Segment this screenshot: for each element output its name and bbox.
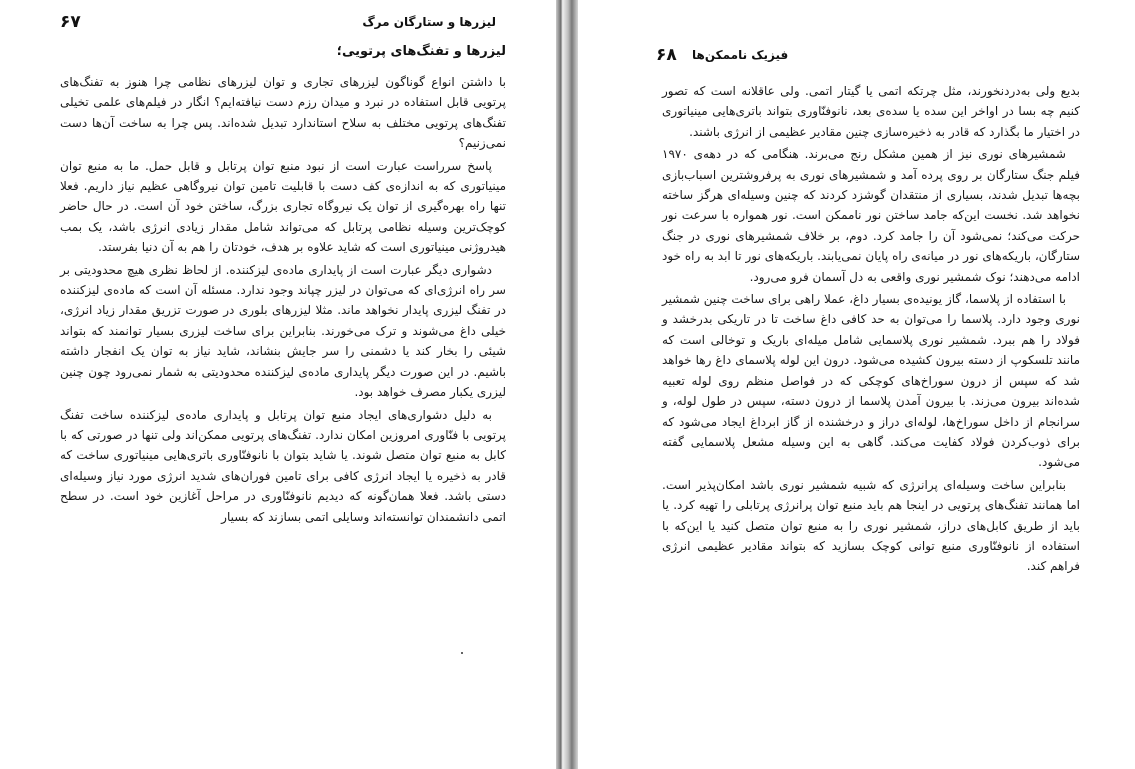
left-page [0,0,556,769]
right-page-body [662,81,1080,579]
right-page-number: ۶۸ [656,45,677,65]
left-page-body [60,72,506,529]
paragraph: شمشیرهای نوری نیز از همین مشکل رنج می‌برند. هنگامی که در دهه‌ی ۱۹۷۰ فیلم جنگ ستارگان بر روی پرده آمد و شمشیرهای نوری به پرفروشترین اسباب‌بازی بچه‌ها تبدیل شدند، بسیاری از منتقدان گوشزد کردند که چنین وسیله‌ای هرگز ساخته نخواهد شد. نخست این‌که جامد ساختن نور ناممکن است. نور همواره با سرعت نور حرکت می‌کند؛ نمی‌شود آن را جامد کرد. دوم، بر خلاف شمشیرهای نوری در جنگ ستارگان، باریکه‌های نور در میانه‌ی راه پایان نمی‌یابند. باریکه‌های نور تا ابد به راه خود ادامه می‌دهند؛ نوک شمشیر نوری واقعی به دل آسمان فرو می‌رود. [662,147,1080,284]
paragraph: بنابراین ساخت وسیله‌ای پرانرژی که شبیه شمشیر نوری باشد امکان‌پذیر است. اما همانند تفنگ‌های پرتویی در اینجا هم باید منبع توان پرانرژی پرتابلی را تهیه کرد. یا باید از طریق کابل‌های دراز، شمشیر نوری را به منبع توان متصل کنید یا این‌که با استفاده از نانوفنّاوری منبع توانی کوچک بسازید که بتواند مقادیر عظیمی انرژی فراهم کند. [662,477,1080,574]
right-running-title: فیزیک ناممکن‌ها [692,48,789,62]
right-page [578,0,1135,769]
stray-mark [461,652,463,654]
paragraph: با استفاده از پلاسما، گاز یونیده‌ی بسیار داغ، عملا راهی برای ساخت چنین شمشیر نوری وجود دارد. پلاسما را می‌توان به حد کافی داغ ساخت تا در تاریکی بدرخشد و فولاد را هم ببرد. شمشیر نوری پلاسمایی شامل میله‌ای باریک و توخالی است که مانند تلسکوپ از دسته بیرون کشیده می‌شود. درون این لوله پلاسمای داغ رها خواهد شد که سپس از درون سوراخ‌های کوچکی که در فواصل منظم روی لوله تعبیه شده‌اند بیرون می‌زند. با بیرون آمدن پلاسما از درون دسته، سپس در طول لوله، و سرانجام از داخل سوراخ‌ها، لوله‌ای دراز و درخشنده از گاز ابرداغ ایجاد می‌شود که برای ذوب‌کردن فولاد کفایت می‌کند. گاهی به این وسیله مشعل پلاسمایی گفته می‌شود. [662,292,1080,470]
left-page-number: ۶۷ [60,12,81,32]
section-heading: لیزرها و تفنگ‌های پرتویی؛ [336,44,506,59]
left-running-title: لیزرها و ستارگان مرگ [362,15,496,29]
paragraph: به دلیل دشواری‌های ایجاد منبع توان پرتابل و پایداری ماده‌ی لیزکننده ساخت تفنگ پرتویی با فنّاوری امروزین امکان ندارد. تفنگ‌های پرتویی ممکن‌اند ولی تنها در صورتی که با کابل به منبع توان متصل شوند. یا شاید بتوان با نانوفنّاوری باتری‌هایی مینیاتوری ساخت که قادر به ذخیره یا ایجاد انرژی کافی برای تامین فوران‌های شدید انرژی مورد نیاز وسیله‌ای دستی باشد. فعلا همان‌گونه که دیدیم نانوفنّاوری در مراحل آغازین خود است. در سطح اتمی دانشمندان توانسته‌اند وسایلی اتمی بسازند که بسیار [60,407,506,524]
right-page-header [656,45,1074,69]
book-gutter [556,0,578,769]
left-page-header [60,12,496,36]
paragraph: بدیع ولی به‌دردنخورند، مثل چرتکه اتمی یا گیتار اتمی. ولی عاقلانه است که تصور کنیم چه بسا در اواخر این سده یا سده‌ی بعد، نانوفنّاوری بتواند باتری‌هایی مینیاتوری در اختیار ما بگذارد که قادر به ذخیره‌سازی چنین مقادیر عظیمی از انرژی باشند. [662,84,1080,139]
paragraph: دشواری دیگر عبارت است از پایداری ماده‌ی لیزکننده. از لحاظ نظری هیچ محدودیتی بر سر راه انرژی‌ای که می‌توان در لیزر چپاند وجود ندارد. مسئله آن است که ماده‌ی لیزکننده در تفنگ لیزری پایدار نخواهد ماند. مثلا لیزرهای بلوری در صورت تزریق مقدار زیاد انرژی، خیلی داغ می‌شوند و ترک می‌خورند. بنابراین برای ساخت لیزری بسیار توانمند که بتواند شیئی را بخار کند یا دشمنی را سر جایش بنشاند، شاید نیاز به توان یک انفجار داشته باشیم. در این صورت دیگر پایداری ماده‌ی لیزکننده محدودیتی به شمار نمی‌رود چون چنین لیزری یکبار مصرف خواهد بود. [60,262,506,400]
paragraph: با داشتن انواع گوناگون لیزرهای تجاری و توان لیزرهای نظامی چرا هنوز به تفنگ‌های پرتویی قابل استفاده در نبرد و میدان رزم دست نیافته‌ایم؟ انگار در فیلم‌های علمی تخیلی تفنگ‌های پرتویی مختلف به سلاح استاندارد تبدیل شده‌اند. پس چرا به ساخت آن‌ها دست نمی‌زنیم؟ [60,75,506,151]
paragraph: پاسخ سرراست عبارت است از نبود منبع توان پرتابل و قابل حمل. ما به منبع توان مینیاتوری که به اندازه‌ی کف دست با قابلیت تامین توان نیروگاهی عظیم نیاز داریم. فعلا تنها راه بهره‌گیری از توان یک نیروگاه تجاری بزرگ، ساختن خود آن است. در حال حاضر کوچک‌ترین وسیله نظامی پرتابل که می‌تواند شامل مقدار زیادی انرژی باشد، یک بمب هیدروژنی مینیاتوری است که شاید علاوه بر هدف، خودتان را هم به آن دنیا بفرستد. [60,158,506,255]
